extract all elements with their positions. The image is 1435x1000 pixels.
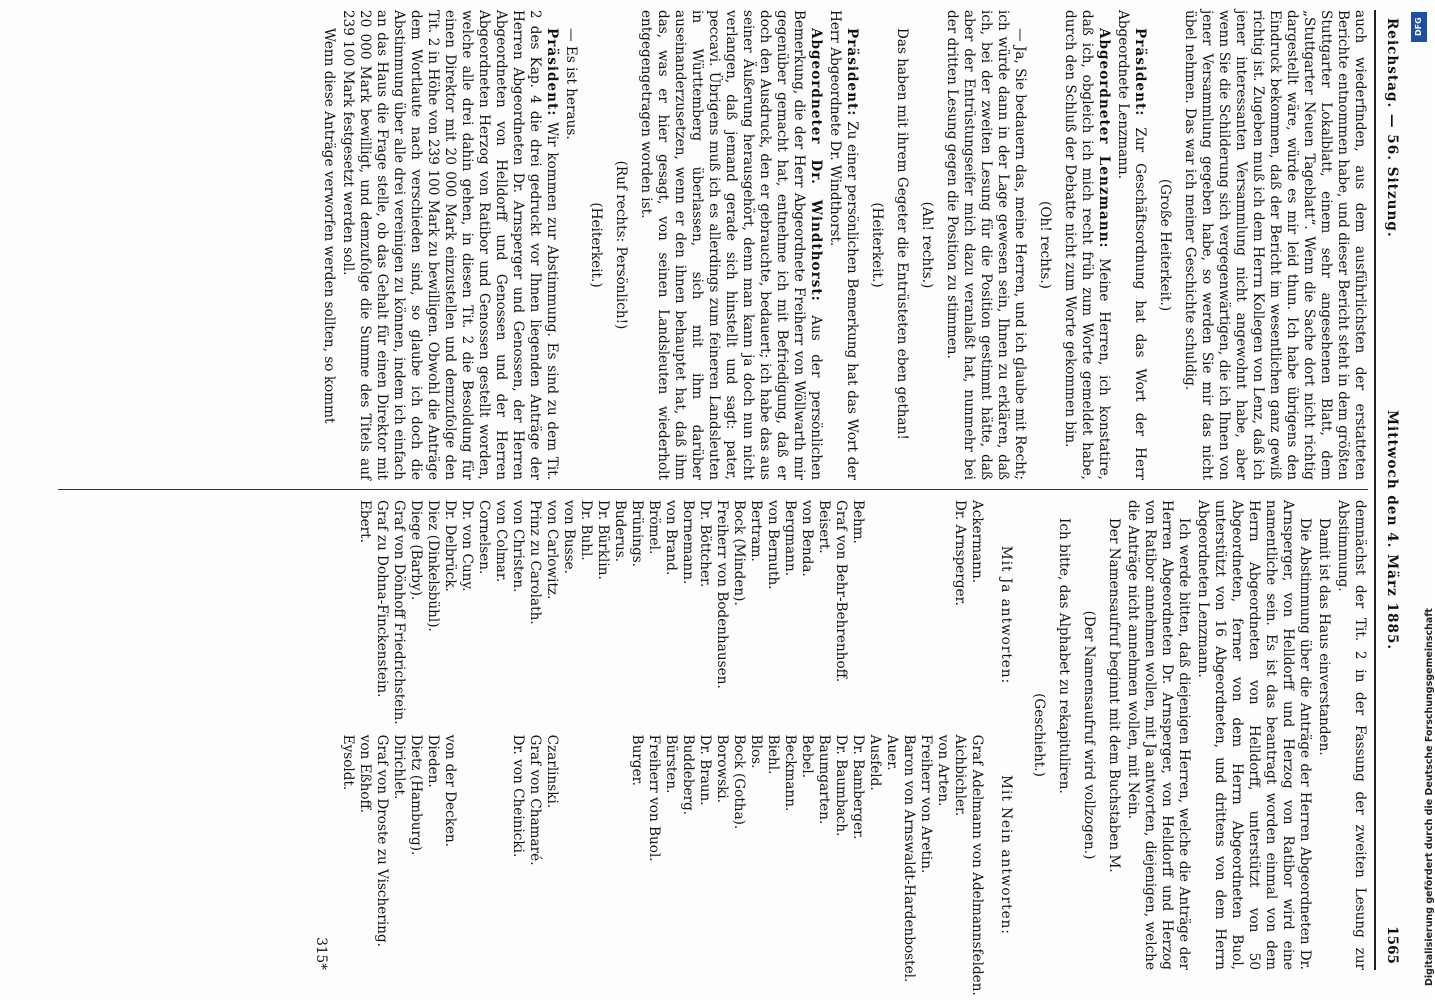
yes-voter: Diege (Barby).	[408, 500, 424, 601]
yes-voter: von Colmar.	[493, 500, 509, 583]
stage-direction: (Heiterkeit.)	[869, 202, 885, 288]
yes-voter: Brünings.	[629, 500, 645, 568]
yes-voter: Graf von Dönhoff Friedrichstein.	[391, 500, 407, 725]
yes-voter: Dr. Buhl.	[578, 500, 594, 561]
no-voter	[611, 735, 628, 996]
no-voter: Dirichlet.	[391, 734, 407, 800]
no-voter: Aichbichler.	[952, 734, 968, 817]
speech-text: Zu einer persönlichen Bemerkung hat das Wort der Herr Abgeordnete Dr. Windthorst.	[827, 10, 860, 481]
paragraph: Wenn diese Anträge verworfen werden sollten, so kommt	[321, 28, 337, 424]
no-voter: Dr. Bamberger.	[850, 734, 866, 840]
vote-headings	[989, 500, 1022, 970]
paragraph: demnächst der Tit. 2 in der Fassung der zweiten Lesung zur Abstimmung.	[1335, 500, 1368, 970]
yes-voter	[917, 500, 934, 725]
running-header	[1374, 10, 1402, 970]
stage-direction: (Ruf rechts: Persönlich!)	[613, 160, 629, 330]
no-voter: Bebel.	[799, 734, 815, 779]
no-voter: Eysoldt.	[340, 734, 356, 791]
yes-voter: von Busse.	[561, 500, 577, 575]
no-voter: Dr. Braun.	[697, 734, 713, 806]
paragraph: Ich bitte, das Alphabet zu rekapituliren.	[1056, 518, 1072, 794]
no-voter: Dr. Baumbach.	[833, 734, 849, 837]
speech-text: Wir kommen zur Abstimmung. Es sind zu dem Tit. 2 des Kap. 4 die drei gedruckt vor Ihnen liegenden Anträge der Herren Abgeordneten Dr. Arnsperger und Genossen, der Herren Abgeordneten von Helldorff und Genossen und der Herren Abgeordneten Herzog von Ratibor und Genossen gestellt worden, welche alle drei dahin gehen, in diesen Tit. 2 die Besoldung für einen Direktor mit 20 000 Mark einzustellen und demzufolge den Tit. 2 in Höhe von 239 100 Mark zu bewilligen. Obwohl die Anträge dem Wortlaute nach verschieden sind, so glaube ich doch die Abstimmung über alle drei vereinigen zu können, indem ich einfach an das Haus die Frage stelle, ob das Gehalt für einen Direktor mit 20 000 Mark bewilligt, und demzufolge die Summe des Titels auf 239 100 Mark festgesetzt werden soll.	[340, 10, 560, 480]
header-left: Reichstag. — 56. Sitzung.	[1384, 18, 1400, 238]
sheet-signature: 315*	[313, 937, 329, 970]
vote-name-list	[339, 500, 985, 996]
yes-voter: Buderus.	[612, 500, 628, 563]
no-voter	[458, 735, 475, 996]
header-date: Mittwoch den 4. März 1885.	[1384, 410, 1400, 651]
no-voter: von der Decken.	[442, 734, 458, 848]
yes-voter: Bergmann.	[782, 500, 798, 577]
yes-voter: von Bernuth.	[765, 500, 781, 590]
yes-voter: Dr. Bürklin.	[595, 500, 611, 580]
yes-voter: Dr. von Cuny.	[459, 500, 475, 592]
no-voter: Graf von Chamaré.	[527, 734, 543, 866]
yes-voter: Bertram.	[748, 500, 764, 562]
yes-voter: Behm.	[850, 500, 866, 545]
no-voter: Ausfeld.	[867, 734, 883, 791]
speech-text: Zur Geschäftsordnung hat das Wort der Herr Abgeordnete Lenzmann.	[1115, 10, 1148, 480]
no-voter	[577, 735, 594, 996]
paragraph	[826, 10, 860, 480]
dfg-credit-strip	[1408, 6, 1435, 994]
yes-voter: Cornelsen.	[476, 500, 492, 575]
yes-voter	[339, 500, 356, 725]
no-heading: Mit Nein antworten:	[998, 775, 1014, 935]
no-voter: Buddeberg.	[680, 734, 696, 816]
no-voter: Burger.	[629, 734, 645, 786]
yes-voter: von Carlowitz.	[544, 500, 560, 600]
page-number: 1565	[1384, 926, 1400, 964]
paragraph: Der Namensaufruf beginnt mit dem Buchstaben M.	[1106, 518, 1122, 873]
yes-voter: Dr. Böttcher.	[697, 500, 713, 588]
rotated-document-page	[32, 10, 1402, 996]
speaker: Abgeordneter Lenzmann:	[1096, 28, 1112, 249]
paragraph	[339, 10, 560, 480]
yes-voter: Freiherr von Bodenhausen.	[714, 500, 730, 689]
stage-direction: (Geschieht.)	[1031, 693, 1047, 777]
no-voter: Dr. von Cheinicki.	[510, 734, 526, 858]
column-divider	[58, 489, 1368, 490]
yes-voter: von Christen.	[510, 500, 526, 593]
speaker: Abgeordneter Dr. Windthorst:	[808, 28, 824, 302]
no-voter	[492, 735, 509, 996]
no-voter: von Eßhoff.	[357, 734, 373, 814]
stage-direction: (Der Namensaufruf wird vollzogen.)	[1081, 610, 1097, 860]
no-voter: Borowski.	[714, 734, 730, 804]
yes-voter: Bock (Minden).	[731, 500, 747, 606]
yes-voter	[934, 500, 951, 725]
stage-direction: (Ah! rechts.)	[919, 201, 935, 289]
stage-direction: (Oh! rechts.)	[1037, 201, 1053, 289]
paragraph: Das haben mit ihrem Gegeter die Entrüsteten eben gethan!	[894, 28, 910, 440]
no-voter: Baron von Arnswaldt-Hardenbostel.	[901, 734, 917, 983]
paragraph: Die Abstimmung über die Anträge der Herren Abgeordneten Dr. Arnsperger, von Helldorff und Herzog von Ratibor wird eine namentliche sein. Es ist das beantragt worden einmal von dem Herrn Abgeordneten von Helldorff, unterstützt von 50 Abgeordneten, ferner von dem Herrn Abgeordneten Buol, unterstützt von 16 Abgeordneten, und drittens von dem Herrn Abgeordneten Lenzmann.	[1195, 500, 1313, 970]
stage-direction: (Große Heiterkeit.)	[1157, 178, 1173, 312]
right-column	[48, 500, 1368, 996]
yes-heading: Mit Ja antworten:	[998, 545, 1014, 685]
paragraph: Ich werde bitten, daß diejenigen Herren, welche die Anträge der Herren Abgeordneten Dr. Arnsperger, von Helldorff und Herzog von Ratibor annehmen wollen, mit Ja antworten, diejenigen, welche die Anträge nicht annehmen wollen, mit Nein.	[1125, 500, 1192, 970]
yes-voter: Prinz zu Carolath.	[527, 500, 543, 625]
no-voter	[594, 735, 611, 996]
speaker: Präsident:	[1132, 28, 1148, 117]
yes-voter	[883, 500, 900, 725]
no-voter: Biehl.	[765, 734, 781, 775]
yes-voter: von Brand.	[663, 500, 679, 576]
no-voter: Czarlinski.	[544, 734, 560, 809]
no-voter: Blos.	[748, 734, 764, 769]
yes-voter: Graf von Behr-Behrenhoff.	[833, 500, 849, 683]
yes-voter: Dr. Arnsperger.	[952, 500, 968, 606]
speaker: Präsident:	[544, 28, 560, 117]
no-voter: Beckmann.	[782, 734, 798, 812]
no-voter	[475, 735, 492, 996]
yes-voter	[900, 500, 917, 725]
no-voter: Graf Adelmann von Adelmannsfelden.	[969, 734, 985, 996]
no-voter: Bürsten.	[663, 734, 679, 794]
speech-text: Meine Herren, ich konstatire, daß ich, obgleich ich mich recht früh zum Worte gemeldet habe, durch den Schluß der Debatte nicht zum Worte gekommen bin.	[1062, 10, 1112, 480]
speaker: Präsident:	[844, 28, 860, 117]
yes-voter: Bornemann.	[680, 500, 696, 585]
paragraph: — Ja, Sie bedauern das, meine Herren, und ich glaube mit Recht; ich würde dann in der Lage gewesen sein, Ihnen zu erklären, daß ich, bei der zweiten Lesung für die Position gestimmt hätte, daß aber der Entrüstungseifer mich dazu veranlaßt hat, nunmehr bei der dritten Lesung gegen die Position zu stimmen.	[944, 10, 1028, 480]
paragraph: — Es ist heraus.	[563, 28, 579, 140]
dfg-logo: DFG	[1411, 12, 1427, 42]
no-voter: Dietz (Hamburg).	[408, 734, 424, 856]
yes-voter: Ebert.	[357, 500, 373, 543]
paragraph: auch wiederfinden, aus dem ausführlichsten der erstatteten Berichte entnommen habe, und dieser Bericht steht in dem größten Stuttgarter Lokalblatt, einem sehr angesehenen Blatt, dem „Stuttgarter Neuen Tageblatt“. Wenn die Sache dort nicht richtig dargestellt wäre, würde es mir leid thun. Ich habe übrigens den Eindruck bekommen, daß der Bericht im wesentlichen ganz gewiß richtig ist. Zugeben muß ich dem Herrn Kollegen von Lenz, daß ich jener interessanten Versammlung nicht angewohnt habe, aber wenn Sie die Schilderung sich vergegenwärtigen, die ich Ihnen von jener Versammlung gegeben habe, so werden Sie mir das nicht übel nehmen. Das war ich meiner Geschichte schuldig.	[1182, 10, 1368, 480]
yes-voter: Brömel.	[646, 500, 662, 555]
no-voter: Graf von Droste zu Vischering.	[374, 734, 390, 947]
left-column	[48, 10, 1368, 480]
paragraph	[1114, 10, 1148, 480]
paragraph	[1061, 10, 1112, 480]
no-voter: Baumgarten.	[816, 734, 832, 825]
no-voter: Bock (Gotha).	[731, 734, 747, 830]
no-voter: Freiherr von Buol.	[646, 734, 662, 862]
no-voter: Auer.	[884, 734, 900, 771]
no-voter	[560, 735, 577, 996]
yes-voter: von Benda.	[799, 500, 815, 577]
stage-direction: (Heiterkeit.)	[588, 202, 604, 288]
yes-voter: Ackermann.	[969, 500, 985, 584]
no-voter: Freiherr von Aretin.	[918, 734, 934, 874]
yes-voter: Graf zu Dohna-Finckenstein.	[374, 500, 390, 698]
paragraph: Damit ist das Haus einverstanden.	[1316, 518, 1332, 756]
no-voter: Dieden.	[425, 734, 441, 788]
yes-voter: Dr. Delbrück.	[442, 500, 458, 592]
yes-voter: Beisert.	[816, 500, 832, 554]
yes-voter: Diez (Dinkelsbühl).	[425, 500, 441, 632]
dfg-credit-text: Digitalisierung gefördert durch die Deutsche Forschungsgemeinschaft	[1424, 608, 1435, 986]
yes-voter	[866, 500, 883, 725]
no-voter: von Arten.	[935, 734, 951, 807]
paragraph	[637, 10, 824, 480]
speech-text: Aus der persönlichen Bemerkung, die der Herr Abgeordnete Freiherr von Wöllwarth mir gegenüber gemacht hat, entnehme ich mit Befriedigung, daß er doch den Ausdruck, den er gebrauchte, bedauert; ich habe das aus seiner Äußerung herausgehört, denn man kann ja doch nun nicht verlangen, daß jemand gerade sich hinstellt und sagt: pater, peccavi. Übrigens muß ich es allerdings zum feineren Landsleuten in Württemberg überlassen, sich mit ihm darüber auseinanderzusetzen, wenn er den ihnen behauptet hat, daß ihm das, was er hier gesagt, von seinen Landsleuten wiederholt entgegengetragen worden ist.	[638, 10, 824, 480]
